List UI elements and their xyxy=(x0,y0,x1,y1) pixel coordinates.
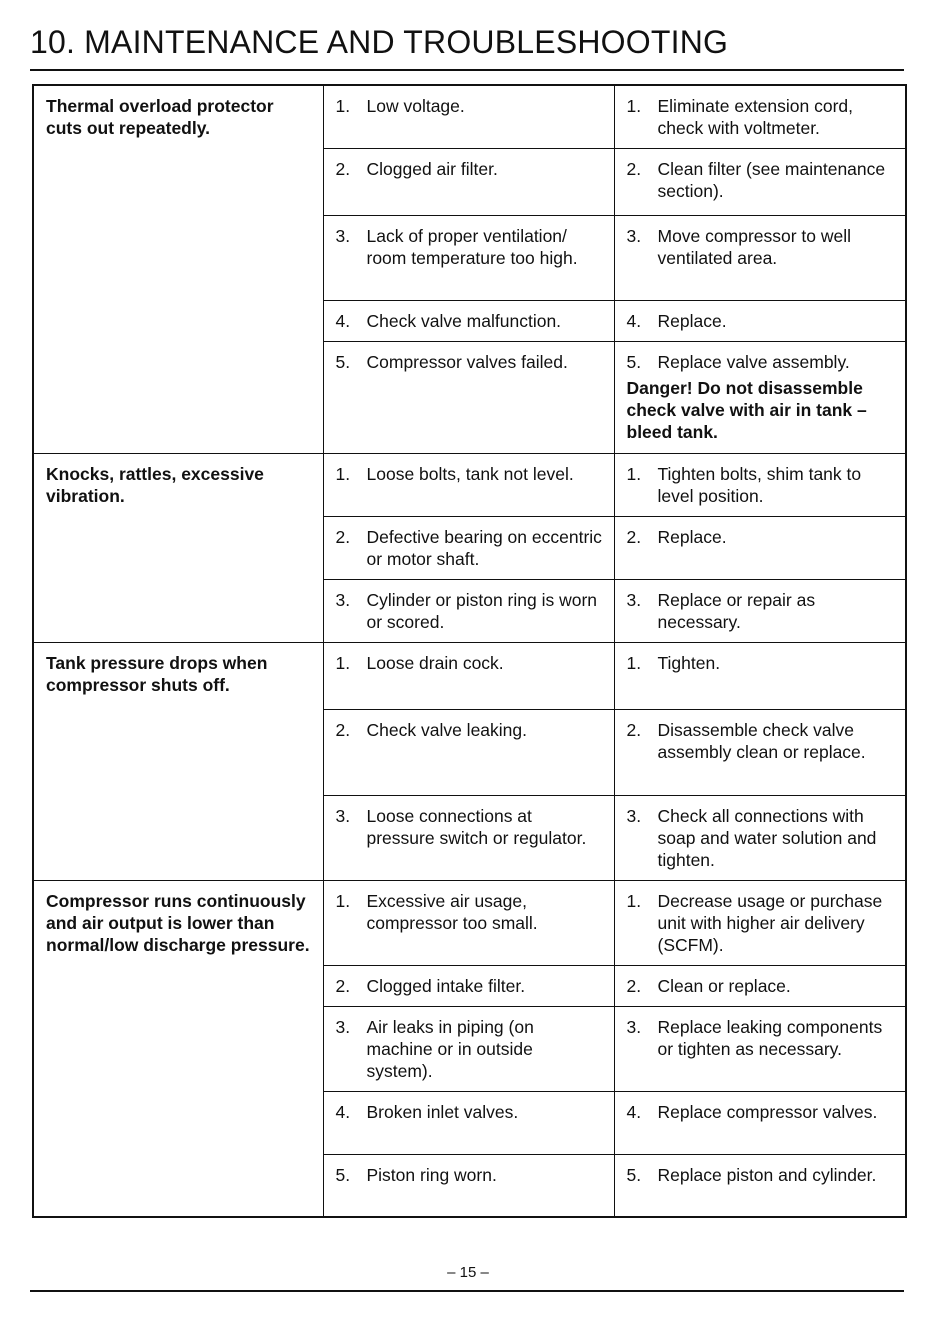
cause-text: Cylinder or piston ring is worn or scored. xyxy=(366,589,598,632)
remedy-cell xyxy=(614,453,906,516)
page-number: – 15 – xyxy=(447,1264,489,1281)
remedy-text: Eliminate extension cord, check with voltmeter. xyxy=(657,96,854,138)
remedy-cell xyxy=(614,795,906,880)
cause-number: 2. xyxy=(335,975,351,996)
cause-cell xyxy=(323,795,614,880)
cause-number: 3. xyxy=(335,225,351,246)
cause-cell xyxy=(323,516,614,579)
cause-text: Defective bearing on eccentric or motor shaft. xyxy=(366,526,602,569)
title-divider xyxy=(30,69,904,71)
problem-cell: Knocks, rattles, excessive vibration. xyxy=(33,453,323,642)
cause-cell xyxy=(323,579,614,642)
cause-number: 5. xyxy=(335,1164,351,1185)
cause-text: Compressor valves failed. xyxy=(366,351,568,372)
troubleshooting-table xyxy=(32,84,907,1218)
remedy-cell xyxy=(614,579,906,642)
cause-text: Loose connections at pressure switch or regulator. xyxy=(366,805,587,848)
remedy-text: Replace compressor valves. xyxy=(657,1101,878,1122)
page-title: 10. MAINTENANCE AND TROUBLESHOOTING xyxy=(30,24,729,60)
cause-number: 1. xyxy=(335,890,351,911)
remedy-number: 1. xyxy=(626,652,642,673)
remedy-cell xyxy=(614,148,906,215)
remedy-text: Disassemble check valve assembly clean or replace. xyxy=(657,719,866,762)
remedy-cell xyxy=(614,1006,906,1091)
remedy-text: Clean filter (see maintenance section). xyxy=(657,158,886,201)
remedy-cell xyxy=(614,215,906,300)
remedy-text: Replace valve assembly. xyxy=(657,351,850,372)
remedy-text: Replace. xyxy=(657,526,727,547)
table-row xyxy=(33,642,906,709)
remedy-cell xyxy=(614,300,906,341)
remedy-cell xyxy=(614,709,906,795)
remedy-cell xyxy=(614,341,906,453)
remedy-text: Clean or replace. xyxy=(657,975,791,996)
cause-cell xyxy=(323,965,614,1006)
table-row xyxy=(33,85,906,148)
cause-number: 2. xyxy=(335,526,351,547)
cause-number: 3. xyxy=(335,1016,351,1037)
remedy-number: 5. xyxy=(626,351,642,372)
problem-cell: Compressor runs continuously and air output is lower than normal/low discharge pressure. xyxy=(33,880,323,1217)
problem-cell: Thermal overload protector cuts out repeatedly. xyxy=(33,85,323,453)
cause-text: Broken inlet valves. xyxy=(366,1101,519,1122)
cause-cell xyxy=(323,642,614,709)
cause-number: 1. xyxy=(335,463,351,484)
cause-number: 2. xyxy=(335,158,351,179)
remedy-number: 3. xyxy=(626,1016,642,1037)
remedy-number: 4. xyxy=(626,310,642,331)
remedy-number: 4. xyxy=(626,1101,642,1122)
cause-text: Clogged intake filter. xyxy=(366,975,526,996)
remedy-text: Replace or repair as necessary. xyxy=(657,589,816,632)
cause-cell xyxy=(323,341,614,453)
cause-text: Clogged air filter. xyxy=(366,158,498,179)
cause-cell xyxy=(323,300,614,341)
cause-text: Loose bolts, tank not level. xyxy=(366,463,574,484)
remedy-number: 3. xyxy=(626,225,642,246)
remedy-number: 5. xyxy=(626,1164,642,1185)
cause-cell xyxy=(323,880,614,965)
remedy-number: 2. xyxy=(626,975,642,996)
cause-number: 3. xyxy=(335,805,351,826)
danger-warning: Danger! Do not disassemble check valve with air in tank – bleed tank. xyxy=(626,377,867,442)
cause-cell xyxy=(323,1006,614,1091)
cause-text: Low voltage. xyxy=(366,96,465,116)
cause-number: 1. xyxy=(335,652,351,673)
remedy-number: 3. xyxy=(626,805,642,826)
problem-cell: Tank pressure drops when compressor shuts off. xyxy=(33,642,323,880)
cause-text: Piston ring worn. xyxy=(366,1164,497,1185)
remedy-cell xyxy=(614,880,906,965)
cause-cell xyxy=(323,215,614,300)
cause-cell xyxy=(323,1091,614,1154)
remedy-number: 1. xyxy=(626,96,642,116)
cause-cell xyxy=(323,1154,614,1217)
cause-cell xyxy=(323,85,614,148)
cause-number: 4. xyxy=(335,310,351,331)
remedy-number: 2. xyxy=(626,526,642,547)
cause-cell xyxy=(323,148,614,215)
remedy-text: Tighten. xyxy=(657,652,721,673)
remedy-number: 2. xyxy=(626,158,642,179)
cause-number: 4. xyxy=(335,1101,351,1122)
remedy-text: Decrease usage or purchase unit with higher air delivery (SCFM). xyxy=(657,890,883,955)
remedy-text: Move compressor to well ventilated area. xyxy=(657,225,852,268)
remedy-text: Replace piston and cylinder. xyxy=(657,1164,877,1185)
remedy-number: 1. xyxy=(626,890,642,911)
cause-text: Excessive air usage, compressor too small. xyxy=(366,890,538,933)
cause-text: Air leaks in piping (on machine or in outside system). xyxy=(366,1016,534,1081)
cause-text: Loose drain cock. xyxy=(366,652,504,673)
remedy-text: Replace. xyxy=(657,310,727,331)
remedy-cell xyxy=(614,642,906,709)
cause-cell xyxy=(323,709,614,795)
cause-number: 5. xyxy=(335,351,351,372)
footer-divider xyxy=(30,1290,904,1292)
remedy-cell xyxy=(614,85,906,148)
remedy-cell xyxy=(614,1091,906,1154)
remedy-text: Check all connections with soap and water solution and tighten. xyxy=(657,805,877,870)
remedy-cell xyxy=(614,965,906,1006)
table-row xyxy=(33,453,906,516)
remedy-text: Tighten bolts, shim tank to level position. xyxy=(657,463,862,506)
cause-text: Check valve malfunction. xyxy=(366,310,562,331)
remedy-cell xyxy=(614,516,906,579)
cause-cell xyxy=(323,453,614,516)
cause-text: Check valve leaking. xyxy=(366,719,527,740)
remedy-number: 3. xyxy=(626,589,642,610)
remedy-cell xyxy=(614,1154,906,1217)
remedy-number: 2. xyxy=(626,719,642,740)
table-row xyxy=(33,880,906,965)
cause-number: 3. xyxy=(335,589,351,610)
remedy-number: 1. xyxy=(626,463,642,484)
cause-number: 2. xyxy=(335,719,351,740)
cause-number: 1. xyxy=(335,96,351,116)
cause-text: Lack of proper ventilation/ room temperature too high. xyxy=(366,225,578,268)
remedy-text: Replace leaking components or tighten as necessary. xyxy=(657,1016,883,1059)
